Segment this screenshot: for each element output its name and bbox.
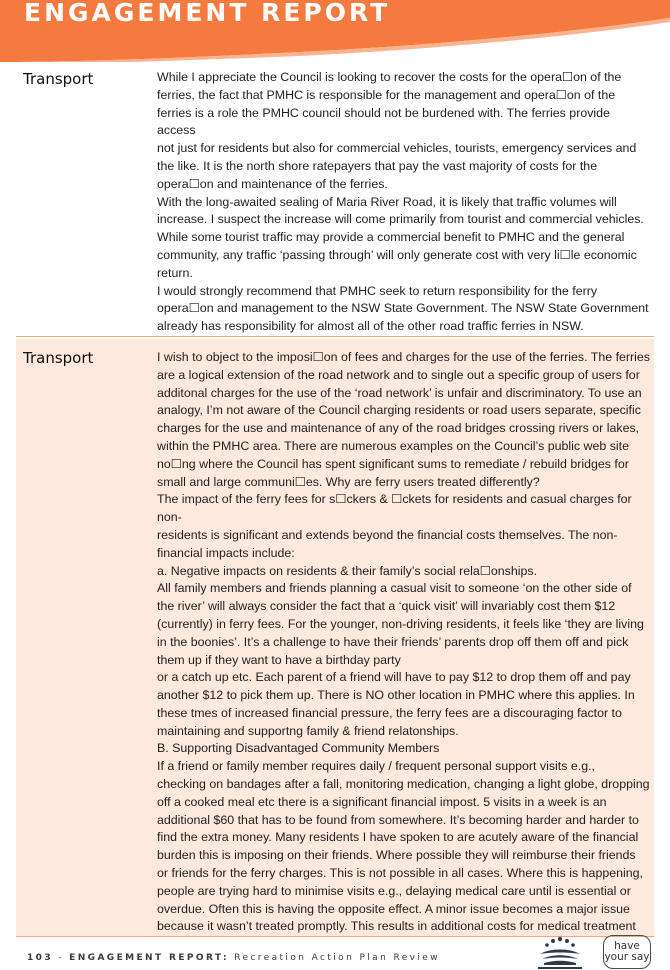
paragraph: I would strongly recommend that PMHC seek to return responsibility for the ferry opera☐on and management to the NSW State Government. The NSW State Government already has responsibility for almost all of the other road traffic ferries in NSW.: [157, 283, 649, 334]
paragraph: B. Supporting Disadvantaged Community Members: [157, 741, 440, 756]
paragraph: If a friend or family member requires daily / frequent personal support visits e.g., checking on bandages after a fall, monitoring medication, changing a light globe, dropping off a cooked meal etc there is a significant financial impost. 5 visits in a week is an additional $60 that has to be found from somewhere. It’s becoming harder and harder to find the extra money. Many residents I have spoken to are acutely aware of the financial burden this is imposing on their friends. Where possible they will reimburse their friends or friends for the ferry charges. This is not possible in all cases. Where this is happening, people are trying hard to minimise visits e.g., delaying medical care until is essential or overdue. Often this is having the opposite effect. A minor issue becomes a major issue because it wasn’t treated promptly. This results in additional costs for medical treatment: [157, 759, 650, 934]
footer-report-label: ENGAGEMENT REPORT:: [69, 953, 229, 963]
footer-report-name: Recreation Action Plan Review: [228, 953, 440, 963]
topic-label: Transport: [23, 70, 94, 88]
header-banner: [0, 0, 670, 62]
paragraph: The impact of the ferry fees for s☐ckers & ☐ckets for residents and casual charges for non- residents is significant and extends beyond the financial costs themselves. The non- financial impacts include:: [157, 492, 632, 560]
topic-label: Transport: [23, 348, 94, 367]
paragraph: a. Negative impacts on residents & their family’s social rela☐onships.: [157, 563, 538, 578]
paragraph: All family members and friends planning a casual visit to someone ‘on the other side of the river’ will always consider the fact that a ‘quick visit’ will invariably cost them $12 (currently) in ferry fees. For the younger, non-driving residents, it feels like ‘they are living in the boonies’. It’s a challenge to have their friends’ parents drop off them off and pick them up if they want to have a birthday party: [157, 581, 644, 667]
submissions-table: [16, 66, 654, 937]
footer-text: [27, 953, 440, 963]
footer-separator: -: [53, 953, 70, 963]
page-number: 103: [27, 953, 53, 963]
paragraph: While I appreciate the Council is looking to recover the costs for the opera☐on of the ferries, the fact that PMHC is responsible for the management and opera☐on of the ferries is a role the PMHC council should not be burdened with. The ferries provide access not just for residents but also for commercial vehicles, tourists, emergency services and the like. It is the north shore ratepayers that pay the vast majority of costs for the opera☐on and maintenance of the ferries.: [157, 70, 637, 191]
page-title: ENGAGEMENT REPORT: [24, 0, 391, 27]
submission-text: [150, 339, 654, 936]
paragraph: With the long-awaited sealing of Maria River Road, it is likely that traffic volumes will increase. I suspect the increase will come primarily from tourist and commercial vehicles. While some tourist traffic may provide a commercial benefit to PMHC and the general community, any traffic ‘passing through’ will only generate cost with very li☐le economic return.: [157, 194, 644, 280]
paragraph: I wish to object to the imposi☐on of fees and charges for the use of the ferries. The ferries are a logical extension of the road network and to single out a specific group of users for additonal charges for the use of the ‘road network’ is unfair and discriminatory. To use an analogy, I’m not aware of the Council charging residents or road users separate, specific charges for the use and maintenance of any of the road bridges crossing rivers or lakes, within the PMHC area. There are numerous examples on the Council’s public web site no☐ng where the Council has spent significant sums to remediate / rebuild bridges for small and large communi☐es. Why are ferry users treated differently?: [157, 349, 650, 489]
table-row: [16, 66, 654, 337]
submission-text: [150, 66, 654, 336]
logo-text-line2: your say: [604, 951, 650, 963]
have-your-say-logo: [603, 935, 651, 969]
council-logo-icon: [530, 932, 590, 970]
paragraph: or a catch up etc. Each parent of a friend will have to pay $12 to drop them off and pay another $12 to pick them up. There is NO other location in PMHC where this applies. In these tmes of increased financial pressure, the ferry fees are a discouraging factor to maintaining and supportng family & friend relatonships.: [157, 670, 635, 738]
table-row: [16, 339, 654, 937]
logo-text-line1: have: [614, 940, 640, 952]
